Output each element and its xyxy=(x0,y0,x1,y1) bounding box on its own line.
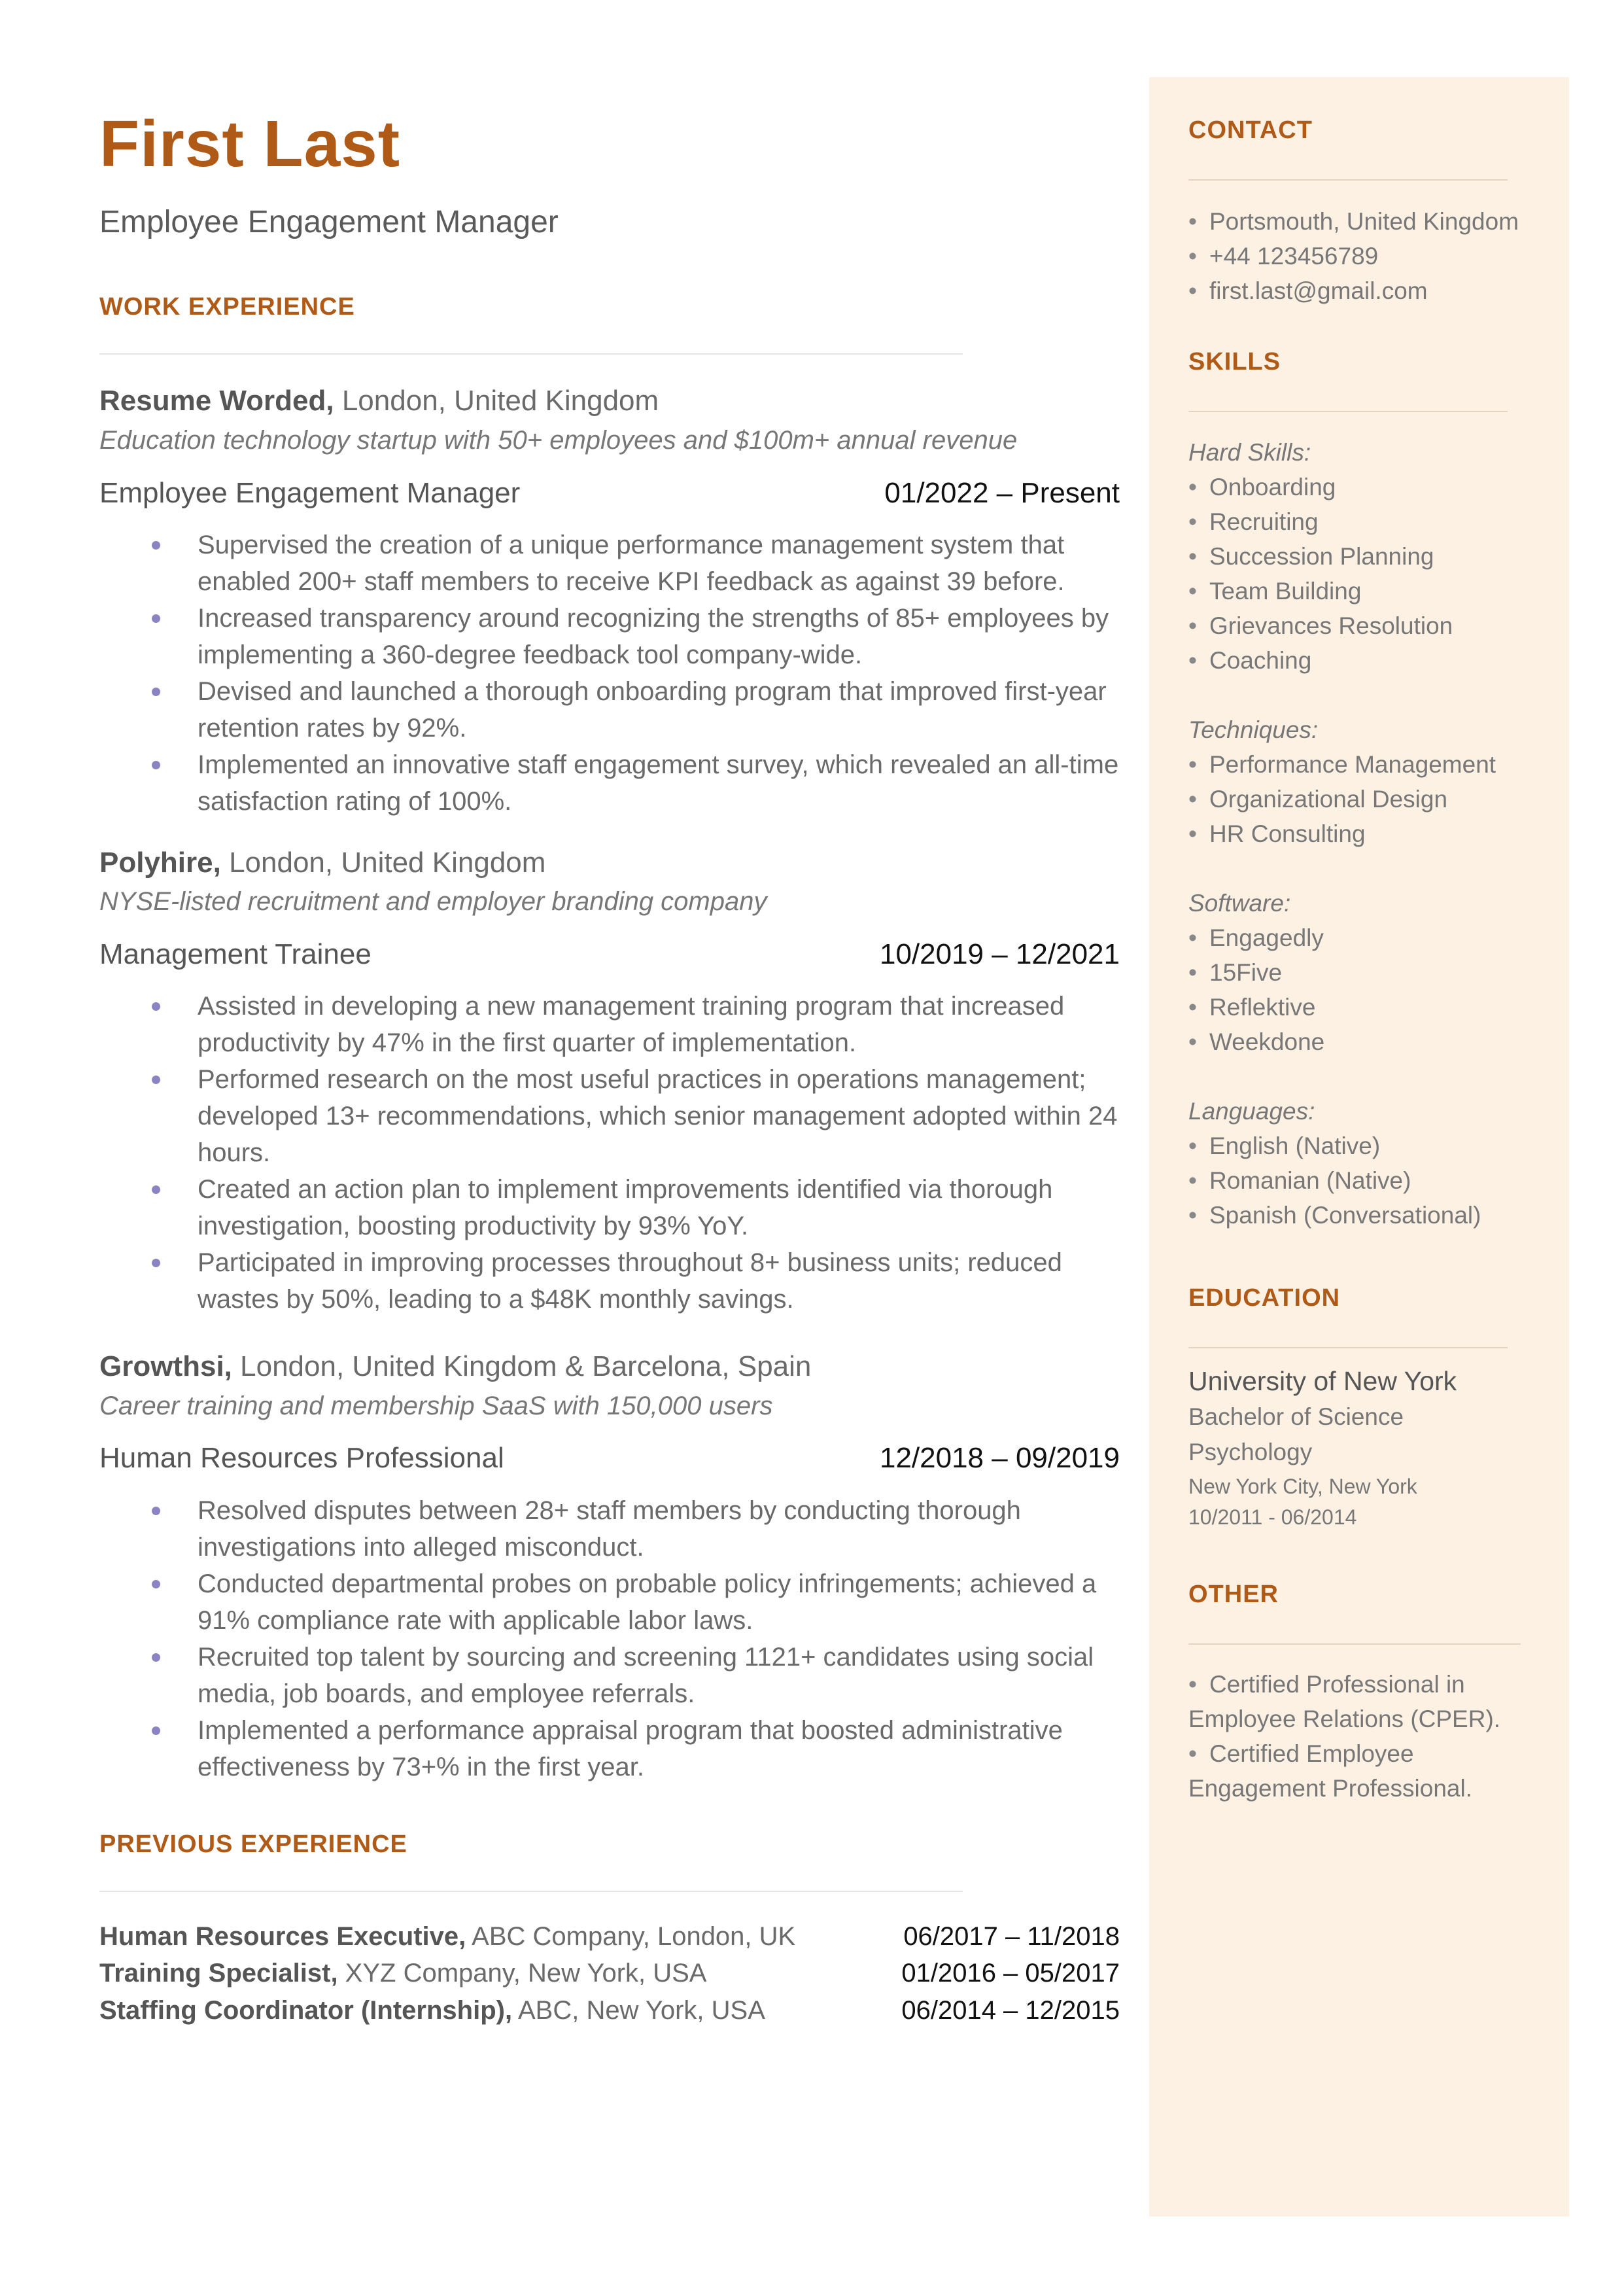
bullet-dot xyxy=(152,1653,160,1662)
skill-item: • Romanian (Native) xyxy=(1188,1163,1555,1198)
contact-list xyxy=(1188,204,1555,308)
skill-spacer xyxy=(1188,678,1555,712)
sidebar-divider xyxy=(1188,1347,1508,1348)
contact-heading: CONTACT xyxy=(1188,116,1313,144)
achievement-item xyxy=(99,1492,1120,1566)
education-location: New York City, New York xyxy=(1188,1475,1417,1498)
skill-item: • Onboarding xyxy=(1188,470,1555,504)
company-description: Career training and membership SaaS with 150,000 users xyxy=(99,1392,773,1420)
education-school: University of New York xyxy=(1188,1366,1457,1396)
achievement-item xyxy=(99,673,1120,746)
company-line xyxy=(99,847,545,879)
achievement-item xyxy=(99,1061,1120,1171)
skill-category: Techniques: xyxy=(1188,716,1319,743)
skill-category: Hard Skills: xyxy=(1188,439,1311,466)
work-experience-heading: WORK EXPERIENCE xyxy=(99,293,355,321)
other-heading: OTHER xyxy=(1188,1581,1279,1608)
achievement-item xyxy=(99,527,1120,600)
achievement-text: Increased transparency around recognizing the strengths of 85+ employees by implementing a 360-degree feedback tool company-wide. xyxy=(198,604,1109,669)
skill-item: • Recruiting xyxy=(1188,504,1555,539)
role-title: Human Resources Professional xyxy=(99,1442,504,1474)
sidebar xyxy=(1149,77,1569,2216)
skills-list xyxy=(1188,435,1555,1233)
bullet-dot xyxy=(152,761,160,769)
role-title: Employee Engagement Manager xyxy=(99,477,521,509)
achievement-text: Recruited top talent by sourcing and screening 1121+ candidates using social media, job boards, and employee referrals. xyxy=(198,1643,1094,1708)
bullet-dot xyxy=(152,1580,160,1588)
skill-item: • 15Five xyxy=(1188,955,1555,990)
contact-phone: • +44 123456789 xyxy=(1188,239,1555,273)
achievement-item xyxy=(99,746,1120,820)
sidebar-divider xyxy=(1188,1643,1521,1645)
achievement-list xyxy=(99,1492,1120,1785)
education-major: Psychology xyxy=(1188,1439,1313,1465)
role-dates: 10/2019 – 12/2021 xyxy=(879,938,1120,970)
achievement-list xyxy=(99,527,1120,820)
bullet-dot: • xyxy=(1188,994,1197,1021)
bullet-dot: • xyxy=(1188,786,1197,813)
company-line xyxy=(99,385,659,417)
bullet-dot: • xyxy=(1188,612,1197,639)
bullet-dot: • xyxy=(1188,277,1197,304)
bullet-dot: • xyxy=(1188,647,1197,674)
bullet-dot xyxy=(152,1507,160,1515)
bullet-dot xyxy=(152,1076,160,1084)
previous-role-title: Human Resources Executive, xyxy=(99,1922,466,1951)
bullet-dot: • xyxy=(1188,508,1197,535)
role-title: Management Trainee xyxy=(99,938,371,970)
skill-item: • Grievances Resolution xyxy=(1188,608,1555,643)
role-dates: 01/2022 – Present xyxy=(884,477,1120,509)
previous-role-dates: 01/2016 – 05/2017 xyxy=(901,1959,1120,1988)
skill-category: Software: xyxy=(1188,890,1291,917)
bullet-dot xyxy=(152,541,160,550)
previous-role-title: Staffing Coordinator (Internship), xyxy=(99,1996,513,2025)
bullet-dot xyxy=(152,1185,160,1194)
candidate-name: First Last xyxy=(99,107,401,181)
company-location: London, United Kingdom & Barcelona, Spain xyxy=(232,1350,812,1382)
skill-item: • HR Consulting xyxy=(1188,816,1555,851)
bullet-dot: • xyxy=(1188,924,1197,951)
company-name: Polyhire, xyxy=(99,847,221,879)
skill-item: • Organizational Design xyxy=(1188,782,1555,816)
achievement-text: Assisted in developing a new management training program that increased productivity by 47% in the first quarter of implementation. xyxy=(198,992,1065,1057)
bullet-dot: • xyxy=(1188,959,1197,986)
other-list xyxy=(1188,1667,1542,1806)
skill-item: • Reflektive xyxy=(1188,990,1555,1025)
skill-item: • Engagedly xyxy=(1188,920,1555,955)
skill-item: • Team Building xyxy=(1188,574,1555,608)
bullet-dot: • xyxy=(1188,1671,1197,1698)
achievement-item xyxy=(99,1244,1120,1318)
skill-spacer xyxy=(1188,851,1555,886)
bullet-dot: • xyxy=(1188,1740,1197,1767)
bullet-dot: • xyxy=(1188,543,1197,570)
skill-item: • Spanish (Conversational) xyxy=(1188,1198,1555,1233)
bullet-dot: • xyxy=(1188,578,1197,604)
bullet-dot xyxy=(152,688,160,696)
section-divider xyxy=(99,1891,963,1892)
previous-role-dates: 06/2014 – 12/2015 xyxy=(901,1996,1120,2025)
sidebar-divider xyxy=(1188,179,1508,181)
contact-location: • Portsmouth, United Kingdom xyxy=(1188,204,1555,239)
achievement-text: Participated in improving processes throughout 8+ business units; reduced wastes by 50%, leading to a $48K monthly savings. xyxy=(198,1248,1062,1314)
role-dates: 12/2018 – 09/2019 xyxy=(879,1442,1120,1474)
achievement-item xyxy=(99,1712,1120,1785)
achievement-item xyxy=(99,1639,1120,1712)
bullet-dot xyxy=(152,1002,160,1011)
previous-experience-heading: PREVIOUS EXPERIENCE xyxy=(99,1831,407,1858)
skills-heading: SKILLS xyxy=(1188,348,1281,376)
other-item: • Certified Employee Engagement Professional. xyxy=(1188,1736,1542,1806)
achievement-text: Performed research on the most useful practices in operations management; developed 13+ recommendations, which senior management adopted within 24 hours. xyxy=(198,1065,1118,1167)
bullet-dot: • xyxy=(1188,1202,1197,1229)
company-name: Growthsi, xyxy=(99,1350,232,1382)
bullet-dot: • xyxy=(1188,208,1197,235)
skill-item: • English (Native) xyxy=(1188,1129,1555,1163)
bullet-dot: • xyxy=(1188,1132,1197,1159)
candidate-title: Employee Engagement Manager xyxy=(99,205,559,239)
achievement-text: Supervised the creation of a unique performance management system that enabled 200+ staff members to receive KPI feedback as against 39 before. xyxy=(198,531,1065,596)
achievement-text: Implemented a performance appraisal program that boosted administrative effectiveness by 73+% in the first year. xyxy=(198,1716,1063,1781)
previous-role-org: XYZ Company, New York, USA xyxy=(337,1959,707,1988)
company-location: London, United Kingdom xyxy=(334,385,659,417)
achievement-text: Conducted departmental probes on probable policy infringements; achieved a 91% compliance rate with applicable labor laws. xyxy=(198,1569,1097,1635)
bullet-dot: • xyxy=(1188,243,1197,270)
bullet-dot: • xyxy=(1188,474,1197,500)
sidebar-divider xyxy=(1188,411,1508,412)
other-item: • Certified Professional in Employee Relations (CPER). xyxy=(1188,1667,1542,1736)
previous-role-org: ABC Company, London, UK xyxy=(466,1922,796,1951)
bullet-dot: • xyxy=(1188,751,1197,778)
achievement-item xyxy=(99,1171,1120,1244)
company-location: London, United Kingdom xyxy=(220,847,546,879)
achievement-item xyxy=(99,1566,1120,1639)
company-description: NYSE-listed recruitment and employer branding company xyxy=(99,887,767,916)
previous-role-title: Training Specialist, xyxy=(99,1959,338,1988)
achievement-text: Resolved disputes between 28+ staff members by conducting thorough investigations into alleged misconduct. xyxy=(198,1496,1021,1562)
bullet-dot: • xyxy=(1188,1167,1197,1194)
achievement-item xyxy=(99,988,1120,1061)
bullet-dot xyxy=(152,1259,160,1267)
bullet-dot: • xyxy=(1188,1028,1197,1055)
skill-item: • Succession Planning xyxy=(1188,539,1555,574)
bullet-dot xyxy=(152,1726,160,1735)
skill-spacer xyxy=(1188,1059,1555,1094)
bullet-dot: • xyxy=(1188,820,1197,847)
achievement-text: Created an action plan to implement improvements identified via thorough investigation, boosting productivity by 93% YoY. xyxy=(198,1175,1053,1240)
bullet-dot xyxy=(152,614,160,623)
section-divider xyxy=(99,353,963,355)
achievement-text: Devised and launched a thorough onboarding program that improved first-year retention rates by 92%. xyxy=(198,677,1107,743)
contact-email[interactable]: • first.last@gmail.com xyxy=(1188,273,1555,308)
achievement-text: Implemented an innovative staff engagement survey, which revealed an all-time satisfaction rating of 100%. xyxy=(198,750,1119,816)
company-description: Education technology startup with 50+ employees and $100m+ annual revenue xyxy=(99,426,1018,455)
skill-item: • Coaching xyxy=(1188,643,1555,678)
achievement-list xyxy=(99,988,1120,1318)
skill-item: • Performance Management xyxy=(1188,747,1555,782)
skill-item: • Weekdone xyxy=(1188,1025,1555,1059)
company-line xyxy=(99,1350,811,1383)
previous-role-org: ABC, New York, USA xyxy=(512,1996,765,2025)
achievement-item xyxy=(99,600,1120,673)
education-dates: 10/2011 - 06/2014 xyxy=(1188,1505,1357,1529)
skill-category: Languages: xyxy=(1188,1098,1315,1125)
company-name: Resume Worded, xyxy=(99,385,334,417)
education-degree: Bachelor of Science xyxy=(1188,1403,1404,1430)
education-heading: EDUCATION xyxy=(1188,1284,1341,1312)
previous-role-dates: 06/2017 – 11/2018 xyxy=(903,1922,1120,1951)
